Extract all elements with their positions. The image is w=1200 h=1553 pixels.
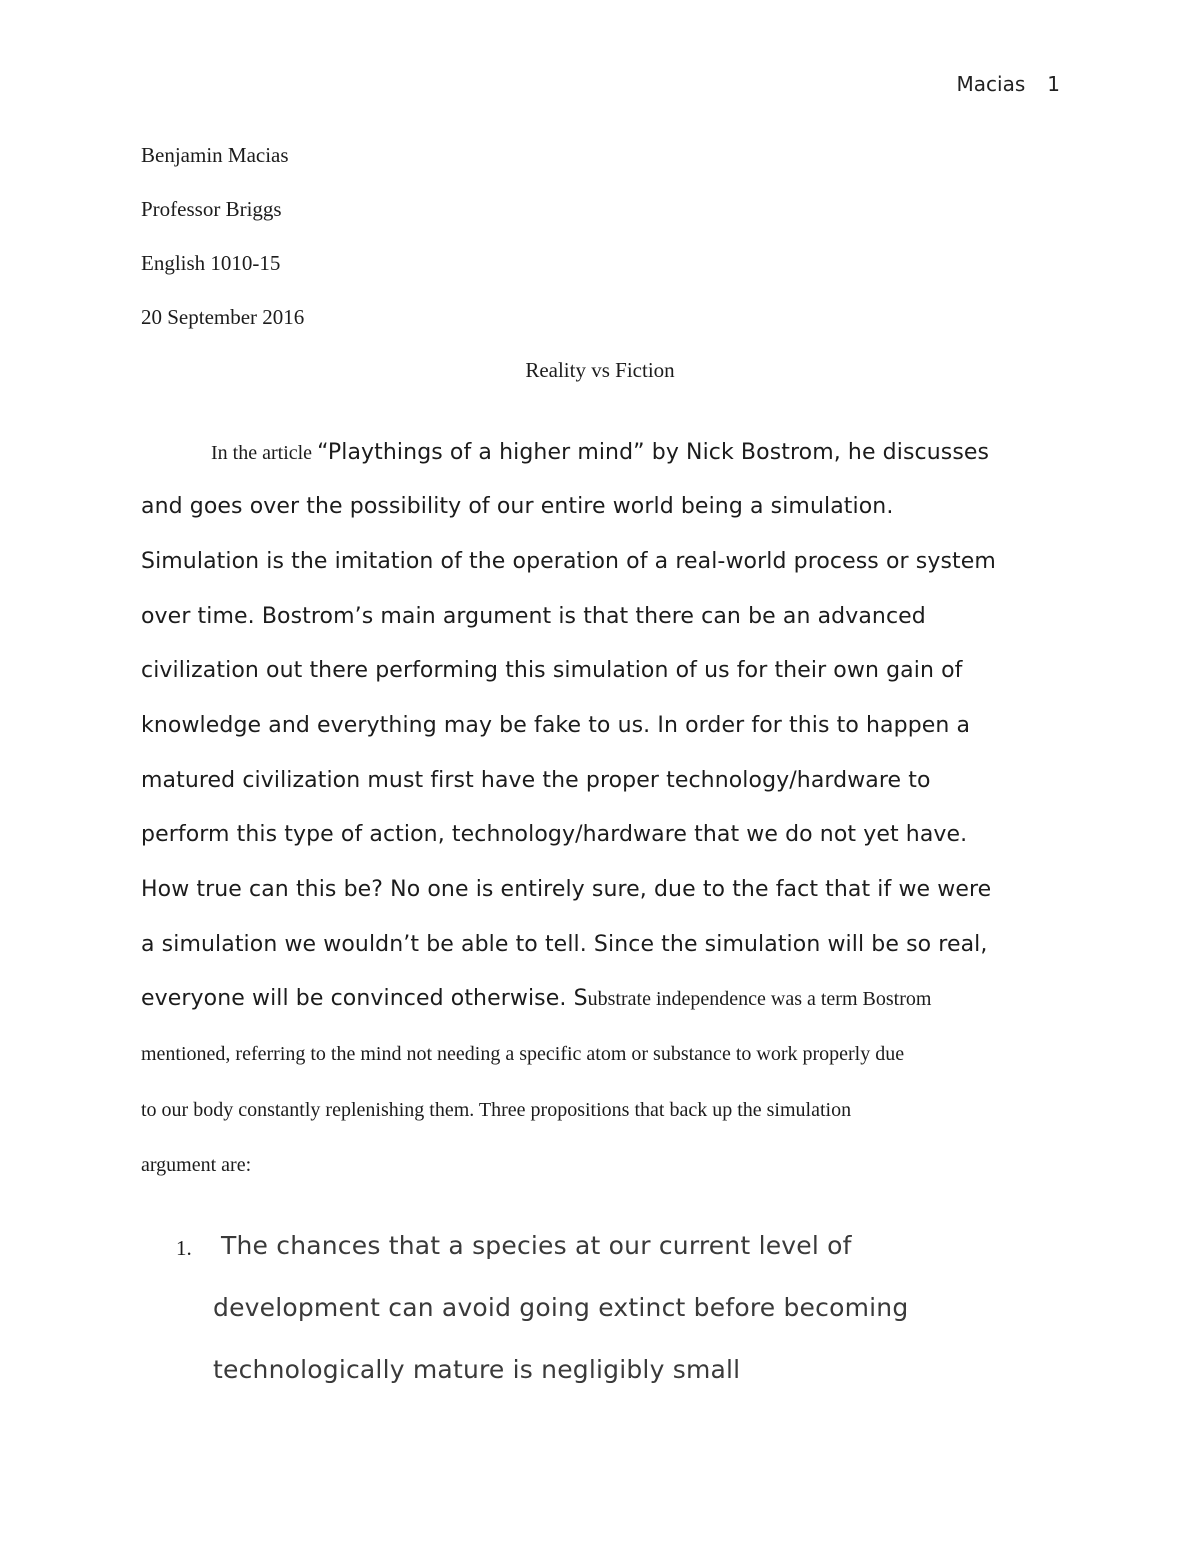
paragraph-mixed-serif: ubstrate independence was a term Bostrom (587, 988, 932, 1010)
paragraph-line: to our body constantly replenishing them. Three propositions that back up the simulation (141, 1099, 852, 1121)
paragraph-mixed-sans: everyone will be convinced otherwise. S (141, 986, 588, 1011)
student-name: Benjamin Macias (141, 143, 289, 167)
paragraph-line: a simulation we wouldn’t be able to tell. Since the simulation will be so real, (141, 932, 988, 957)
paragraph-line: and goes over the possibility of our entire world being a simulation. (141, 494, 894, 519)
paragraph-line: knowledge and everything may be fake to us. In order for this to happen a (141, 713, 971, 738)
paragraph-first-line (211, 440, 989, 465)
paragraph-line: civilization out there performing this simulation of us for their own gain of (141, 658, 963, 683)
paragraph-line: Simulation is the imitation of the operation of a real-world process or system (141, 549, 996, 574)
paragraph-line: How true can this be? No one is entirely sure, due to the fact that if we were (141, 877, 992, 902)
paragraph-mixed-line (141, 986, 931, 1011)
paragraph-line: over time. Bostrom’s main argument is that there can be an advanced (141, 604, 926, 629)
page-number: 1 (1047, 72, 1060, 96)
paragraph-first-line-text: “Playthings of a higher mind” by Nick Bostrom, he discusses (317, 440, 990, 465)
essay-date: 20 September 2016 (141, 305, 305, 329)
list-item-line: The chances that a species at our current level of (221, 1231, 852, 1260)
course-name: English 1010-15 (141, 251, 281, 275)
paragraph-lead-in: In the article (211, 442, 318, 464)
professor-name: Professor Briggs (141, 197, 282, 221)
running-head (957, 72, 1060, 96)
paragraph-line: mentioned, referring to the mind not needing a specific atom or substance to work properly due (141, 1043, 905, 1065)
essay-title: Reality vs Fiction (525, 358, 675, 382)
list-item-number: 1. (176, 1236, 192, 1260)
paragraph-line: argument are: (141, 1154, 252, 1176)
paragraph-line: perform this type of action, technology/hardware that we do not yet have. (141, 822, 968, 847)
running-head-surname: Macias (956, 72, 1026, 96)
list-item-line: technologically mature is negligibly small (213, 1355, 741, 1384)
paragraph-line: matured civilization must first have the proper technology/hardware to (141, 768, 931, 793)
list-item-line: development can avoid going extinct before becoming (213, 1293, 909, 1322)
